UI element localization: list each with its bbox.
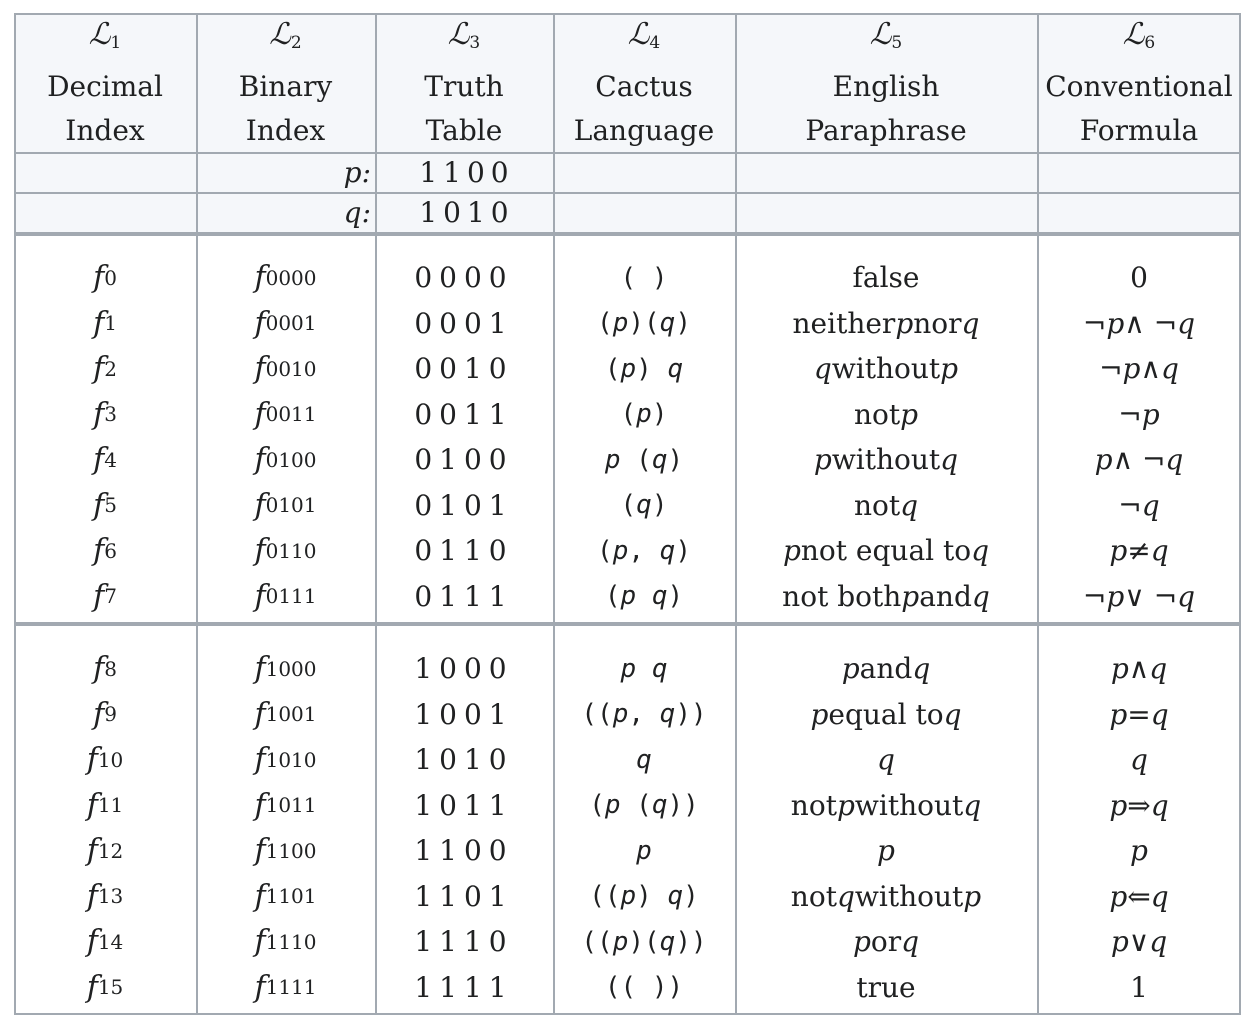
table-row	[14, 646, 1241, 691]
table-row	[14, 919, 1241, 964]
cactus-language-cell: (p (q))	[589, 790, 699, 820]
header-english-paraphrase: ℒ$_5$ English Paraphrase	[805, 16, 967, 147]
binary-index-cell: f 1101	[254, 878, 317, 914]
binary-index-cell: f 1011	[254, 787, 317, 823]
english-paraphrase-cell: p equal to q	[810, 697, 962, 731]
decimal-index-cell: f 8	[93, 651, 117, 686]
conventional-formula-cell: p ∧ ¬ q	[1094, 443, 1184, 476]
english-paraphrase-cell: false	[852, 261, 920, 294]
decimal-index-cell: f 3	[93, 396, 117, 432]
conventional-formula-cell: p	[1130, 834, 1148, 867]
english-paraphrase-cell: true	[856, 970, 916, 1004]
cactus-language-cell: (p)(q)	[597, 308, 691, 338]
english-paraphrase-cell: not q without p	[790, 879, 982, 913]
decimal-index-cell: f 7	[93, 578, 117, 614]
q-values: 1010	[419, 196, 515, 229]
binary-index-cell: f 0010	[254, 351, 317, 386]
conventional-formula-cell: p ∨ q	[1110, 925, 1168, 958]
conventional-formula-cell: p ≠ q	[1109, 534, 1169, 567]
conventional-formula-cell: p ∧ q	[1110, 652, 1168, 685]
cactus-language-cell: q	[636, 744, 652, 775]
grid-line	[14, 192, 1241, 194]
conventional-formula-cell: 1	[1130, 970, 1148, 1004]
function-group-1	[14, 636, 1241, 1006]
binary-index-cell: f 0110	[254, 533, 317, 568]
cactus-language-cell: ((p, q))	[581, 699, 707, 729]
cactus-language-cell: (( ))	[604, 972, 684, 1002]
truth-table-cell: 0110	[414, 534, 514, 567]
table-row	[14, 255, 1241, 300]
header-conventional-formula: ℒ$_6$ Conventional Formula	[1045, 16, 1233, 147]
function-group-0	[14, 245, 1241, 615]
grid-line	[14, 13, 1241, 15]
p-values: 1100	[419, 156, 515, 189]
truth-table-cell: 0001	[414, 306, 514, 340]
decimal-index-cell: f 5	[93, 487, 117, 523]
binary-index-cell: f 0011	[254, 396, 317, 432]
english-paraphrase-cell: neither p nor q	[792, 306, 980, 340]
grid-line	[196, 13, 198, 1015]
table-row	[14, 828, 1241, 873]
truth-table-cell: 1101	[414, 879, 514, 913]
binary-index-cell: f 0001	[254, 305, 317, 341]
table-row	[14, 783, 1241, 828]
conventional-formula-cell: p = q	[1109, 697, 1169, 731]
decimal-index-cell: f 6	[93, 533, 117, 568]
grid-line	[1239, 13, 1241, 1015]
table-row	[14, 737, 1241, 782]
english-paraphrase-cell: p not equal to q	[782, 534, 990, 567]
decimal-index-cell: f 15	[86, 969, 124, 1005]
grid-line	[14, 152, 1241, 154]
conventional-formula-cell: ¬ p	[1118, 397, 1160, 431]
cactus-language-cell: p (q)	[604, 444, 684, 475]
truth-table-cell: 0111	[414, 579, 514, 613]
cactus-language-cell: ((p)(q))	[581, 926, 707, 957]
truth-table-cell: 1001	[414, 697, 514, 731]
conventional-formula-cell: p ⇒ q	[1109, 788, 1169, 822]
cactus-language-cell: (p)	[620, 399, 668, 429]
p-label: p:	[343, 156, 371, 189]
grid-line	[14, 13, 16, 1015]
truth-table-cell: 0010	[414, 352, 514, 385]
cactus-language-cell: (p, q)	[597, 535, 691, 566]
binary-index-cell: f 0111	[254, 578, 317, 614]
header-decimal-index: ℒ$_1$ Decimal Index	[47, 16, 163, 147]
english-paraphrase-cell: not p without q	[790, 788, 982, 822]
boolean-functions-table	[14, 13, 1241, 1015]
decimal-index-cell: f 4	[93, 442, 117, 477]
english-paraphrase-cell: p without q	[813, 443, 959, 476]
header-cactus-language: ℒ$_4$ Cactus Language	[573, 16, 715, 147]
decimal-index-cell: f 12	[86, 833, 124, 868]
binary-index-cell: f 1110	[254, 924, 317, 959]
cactus-language-cell: ((p) q)	[589, 881, 699, 911]
q-label: q:	[343, 196, 371, 229]
conventional-formula-cell: ¬ p ∨ ¬ q	[1082, 579, 1196, 613]
binary-index-cell: f 1100	[254, 833, 317, 868]
english-paraphrase-cell: not p	[853, 397, 919, 431]
binary-index-cell: f 0000	[254, 260, 317, 295]
table-row	[14, 574, 1241, 619]
truth-table-cell: 1010	[414, 743, 514, 776]
grid-line	[14, 624, 1241, 626]
cactus-language-cell: (q)	[620, 490, 668, 520]
english-paraphrase-cell: not q	[853, 488, 919, 522]
table-row	[14, 528, 1241, 573]
english-paraphrase-cell: q without p	[813, 352, 959, 385]
decimal-index-cell: f 2	[93, 351, 117, 386]
truth-table-cell: 0011	[414, 397, 514, 431]
decimal-index-cell: f 9	[93, 696, 117, 732]
truth-table-cell: 0100	[414, 443, 514, 476]
truth-table-cell: 0000	[414, 261, 514, 294]
header-truth-table: ℒ$_3$ Truth Table	[424, 16, 504, 147]
table-row	[14, 437, 1241, 482]
truth-table-cell: 1000	[414, 652, 514, 685]
header-binary-index: ℒ$_2$ Binary Index	[238, 16, 333, 147]
truth-table-cell: 0101	[414, 488, 514, 522]
conventional-formula-cell: ¬ p ∧ q	[1099, 352, 1179, 385]
decimal-index-cell: f 13	[86, 878, 124, 914]
english-paraphrase-cell: p or q	[852, 925, 920, 958]
decimal-index-cell: f 0	[93, 260, 117, 295]
english-paraphrase-cell: p	[877, 834, 895, 867]
grid-line	[375, 13, 377, 1015]
truth-table-cell: 1111	[414, 970, 514, 1004]
binary-index-cell: f 1010	[254, 742, 317, 777]
english-paraphrase-cell: p and q	[841, 652, 931, 685]
table-row	[14, 483, 1241, 528]
conventional-formula-cell: q	[1130, 743, 1148, 776]
cactus-language-cell: p	[636, 835, 652, 866]
table-row	[14, 874, 1241, 919]
conventional-formula-cell: p ⇐ q	[1109, 879, 1169, 913]
grid-line	[553, 13, 555, 1015]
grid-line	[1037, 13, 1039, 1015]
grid-line	[735, 13, 737, 1015]
english-paraphrase-cell: q	[877, 743, 895, 776]
truth-table-cell: 1110	[414, 925, 514, 958]
table-row	[14, 346, 1241, 391]
grid-line	[14, 1013, 1241, 1015]
truth-table-cell: 1100	[414, 834, 514, 867]
table-row	[14, 392, 1241, 437]
table-row	[14, 301, 1241, 346]
binary-index-cell: f 1001	[254, 696, 317, 732]
conventional-formula-cell: ¬ p ∧ ¬ q	[1082, 306, 1196, 340]
cactus-language-cell: ( )	[620, 262, 668, 293]
binary-index-cell: f 0100	[254, 442, 317, 477]
cactus-language-cell: (p q)	[604, 581, 684, 611]
binary-index-cell: f 1111	[254, 969, 317, 1005]
cactus-language-cell: (p) q	[604, 353, 684, 384]
decimal-index-cell: f 11	[86, 787, 124, 823]
decimal-index-cell: f 10	[86, 742, 124, 777]
binary-index-cell: f 1000	[254, 651, 317, 686]
cactus-language-cell: p q	[620, 653, 668, 684]
conventional-formula-cell: ¬ q	[1118, 488, 1160, 522]
binary-index-cell: f 0101	[254, 487, 317, 523]
english-paraphrase-cell: not both p and q	[782, 579, 990, 613]
decimal-index-cell: f 14	[86, 924, 124, 959]
decimal-index-cell: f 1	[93, 305, 117, 341]
table-row	[14, 965, 1241, 1010]
conventional-formula-cell: 0	[1130, 261, 1148, 294]
truth-table-cell: 1011	[414, 788, 514, 822]
grid-line	[14, 234, 1241, 236]
table-row	[14, 692, 1241, 737]
